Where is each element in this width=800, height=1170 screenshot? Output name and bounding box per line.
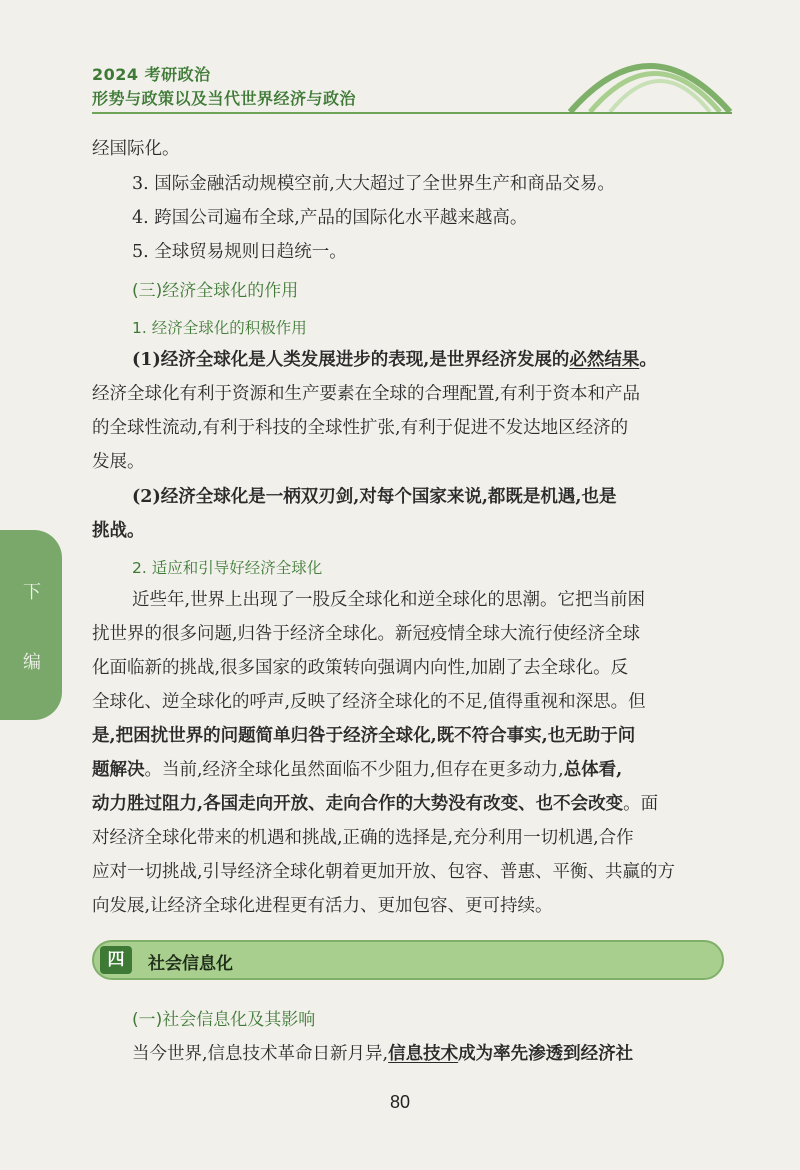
body-line bbox=[92, 792, 732, 816]
text-run: 。面 bbox=[623, 794, 659, 814]
section-band bbox=[92, 940, 724, 980]
text-run-bold: 题解决 bbox=[92, 760, 145, 780]
text-run: 。 bbox=[639, 350, 657, 370]
section-heading: (一)社会信息化及其影响 bbox=[132, 1010, 316, 1030]
body-line-bold: 挑战。 bbox=[92, 521, 145, 541]
header-series-title: 2024 考研政治 bbox=[92, 65, 211, 84]
body-line bbox=[132, 1042, 732, 1066]
page-number: 80 bbox=[389, 1092, 411, 1112]
header-arc-decoration-icon bbox=[560, 30, 740, 120]
text-run: 当今世界,信息技术革命日新月异, bbox=[132, 1044, 389, 1064]
body-line: 3. 国际金融活动规模空前,大大超过了全世界生产和商品交易。 bbox=[132, 174, 615, 194]
body-line: 发展。 bbox=[92, 452, 145, 472]
body-line: 应对一切挑战,引导经济全球化朝着更加开放、包容、普惠、平衡、共赢的方 bbox=[92, 862, 676, 882]
body-line-bold: 是,把困扰世界的问题简单归咎于经济全球化,既不符合事实,也无助于问 bbox=[92, 726, 636, 746]
text-run: (1)经济全球化是人类发展进步的表现,是世界经济发展的 bbox=[132, 350, 570, 370]
header-divider bbox=[92, 112, 732, 114]
header-book-title: 形势与政策以及当代世界经济与政治 bbox=[92, 89, 357, 108]
subsection-heading: 1. 经济全球化的积极作用 bbox=[132, 319, 307, 337]
part-side-tab bbox=[0, 530, 62, 720]
body-line: 4. 跨国公司遍布全球,产品的国际化水平越来越高。 bbox=[132, 208, 528, 228]
side-tab-char-2: 编 bbox=[23, 652, 41, 673]
body-line-bold: (2)经济全球化是一柄双刃剑,对每个国家来说,都既是机遇,也是 bbox=[132, 487, 617, 507]
text-run-bold: 动力胜过阻力,各国走向开放、走向合作的大势没有改变、也不会改变 bbox=[92, 794, 624, 814]
body-line bbox=[92, 758, 732, 782]
body-line: 全球化、逆全球化的呼声,反映了经济全球化的不足,值得重视和深思。但 bbox=[92, 692, 646, 712]
body-line: 经济全球化有利于资源和生产要素在全球的合理配置,有利于资本和产品 bbox=[92, 384, 641, 404]
body-line: 向发展,让经济全球化进程更有活力、更加包容、更可持续。 bbox=[92, 896, 553, 916]
section-heading: (三)经济全球化的作用 bbox=[132, 281, 299, 301]
body-line-bold bbox=[132, 348, 732, 372]
body-line: 的全球性流动,有利于科技的全球性扩张,有利于促进不发达地区经济的 bbox=[92, 418, 629, 438]
subsection-heading: 2. 适应和引导好经济全球化 bbox=[132, 559, 323, 577]
side-tab-char-1: 下 bbox=[23, 582, 41, 603]
body-line: 近些年,世界上出现了一股反全球化和逆全球化的思潮。它把当前困 bbox=[132, 590, 646, 610]
body-line: 经国际化。 bbox=[92, 139, 180, 159]
text-run-bold: 成为率先渗透到经济社 bbox=[458, 1044, 634, 1064]
body-line: 5. 全球贸易规则日趋统一。 bbox=[132, 242, 347, 262]
section-title: 社会信息化 bbox=[148, 954, 233, 974]
section-number-badge: 四 bbox=[100, 946, 132, 974]
text-run: 。当前,经济全球化虽然面临不少阻力,但存在更多动力, bbox=[144, 760, 564, 780]
underlined-term: 必然结果 bbox=[569, 350, 640, 370]
body-line: 化面临新的挑战,很多国家的政策转向强调内向性,加剧了去全球化。反 bbox=[92, 658, 629, 678]
body-line: 扰世界的很多问题,归咎于经济全球化。新冠疫情全球大流行使经济全球 bbox=[92, 624, 641, 644]
underlined-term: 信息技术 bbox=[388, 1044, 459, 1064]
text-run-bold: 总体看, bbox=[563, 760, 623, 780]
body-line: 对经济全球化带来的机遇和挑战,正确的选择是,充分利用一切机遇,合作 bbox=[92, 828, 634, 848]
